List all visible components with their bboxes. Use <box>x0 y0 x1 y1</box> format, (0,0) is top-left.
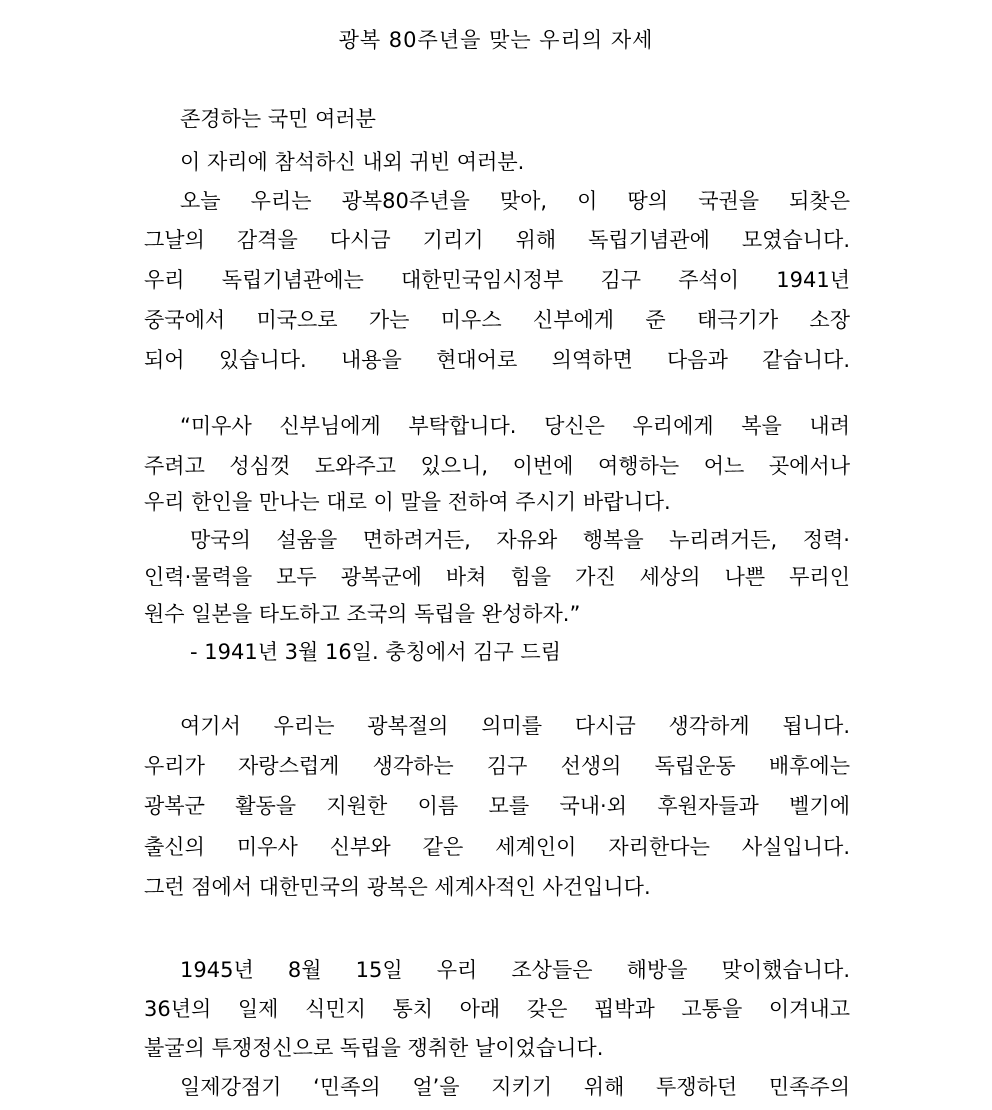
quote-line: 인력·물력을 모두 광복군에 바쳐 힘을 가진 세상의 나쁜 무리인 <box>144 565 850 589</box>
quote-line: “미우사 신부님에게 부탁합니다. 당신은 우리에게 복을 내려 <box>180 414 850 438</box>
paragraph-line: 우리가 자랑스럽게 생각하는 김구 선생의 독립운동 배후에는 <box>144 754 850 778</box>
paragraph-line: 그런 점에서 대한민국의 광복은 세계사적인 사건입니다. <box>144 875 651 899</box>
paragraph-line: 여기서 우리는 광복절의 의미를 다시금 생각하게 됩니다. <box>180 714 850 738</box>
paragraph-line: 오늘 우리는 광복80주년을 맞아, 이 땅의 국권을 되찾은 <box>180 189 850 213</box>
paragraph-line: 광복군 활동을 지원한 이름 모를 국내·외 후원자들과 벨기에 <box>144 794 850 818</box>
quote-line: 망국의 설움을 면하려거든, 자유와 행복을 누리려거든, 정력· <box>190 528 850 552</box>
document-title: 광복 80주년을 맞는 우리의 자세 <box>338 28 654 52</box>
paragraph-line: 출신의 미우사 신부와 같은 세계인이 자리한다는 사실입니다. <box>144 835 850 859</box>
paragraph-line: 36년의 일제 식민지 통치 아래 갖은 핍박과 고통을 이겨내고 <box>144 997 850 1021</box>
paragraph-line: 존경하는 국민 여러분 <box>180 107 376 131</box>
quote-line: 원수 일본을 타도하고 조국의 독립을 완성하자.” <box>144 602 581 626</box>
paragraph-line: 중국에서 미국으로 가는 미우스 신부에게 준 태극기가 소장 <box>144 308 850 332</box>
paragraph-line: 불굴의 투쟁정신으로 독립을 쟁취한 날이었습니다. <box>144 1036 604 1060</box>
paragraph-line: 되어 있습니다. 내용을 현대어로 의역하면 다음과 같습니다. <box>144 348 850 372</box>
paragraph-line: 우리 독립기념관에는 대한민국임시정부 김구 주석이 1941년 <box>144 268 850 292</box>
paragraph-line: 그날의 감격을 다시금 기리기 위해 독립기념관에 모였습니다. <box>144 228 850 252</box>
paragraph-line: 1945년 8월 15일 우리 조상들은 해방을 맞이했습니다. <box>180 958 850 982</box>
quote-signature: - 1941년 3월 16일. 충칭에서 김구 드림 <box>190 640 561 664</box>
quote-line: 주려고 성심껏 도와주고 있으니, 이번에 여행하는 어느 곳에서나 <box>144 454 850 478</box>
paragraph-line: 이 자리에 참석하신 내외 귀빈 여러분. <box>180 150 525 174</box>
paragraph-line: 일제강점기 ‘민족의 얼’을 지키기 위해 투쟁하던 민족주의 <box>180 1075 850 1099</box>
quote-line: 우리 한인을 만나는 대로 이 말을 전하여 주시기 바랍니다. <box>144 490 671 514</box>
